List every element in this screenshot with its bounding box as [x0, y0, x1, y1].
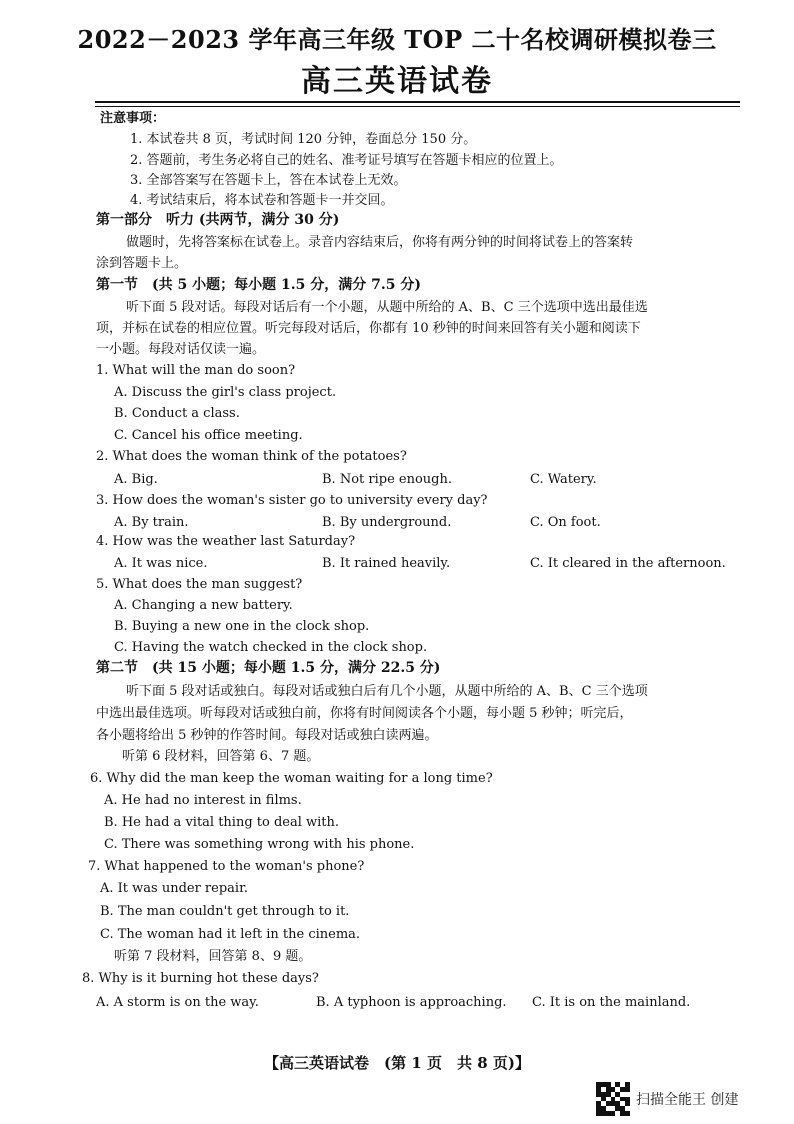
part1-heading: 第一部分 听力 (共两节，满分 30 分) [96, 212, 340, 228]
section1-intro: 一小题。每段对话仅读一遍。 [96, 342, 266, 357]
notice-item: 3. 全部答案写在答题卡上，答在本试卷上无效。 [130, 173, 407, 188]
qr-code-icon [596, 1082, 630, 1116]
section1-intro: 听下面 5 段对话。每段对话后有一个小题，从题中所给的 A、B、C 三个选项中选出最佳选 [126, 300, 648, 315]
scanner-label: 扫描全能王 创建 [636, 1092, 739, 1108]
part1-intro: 做题时，先将答案标在试卷上。录音内容结束后，你将有两分钟的时间将试卷上的答案转 [126, 235, 634, 250]
notice-item: 1. 本试卷共 8 页，考试时间 120 分钟，卷面总分 150 分。 [130, 132, 477, 147]
question-stem: 8. Why is it burning hot these days? [82, 971, 319, 986]
option: C. Cancel his office meeting. [114, 428, 303, 443]
exam-title: 2022－2023 学年高三年级 TOP 二十名校调研模拟卷三 [77, 25, 717, 54]
option: B. The man couldn't get through to it. [100, 904, 350, 919]
header-rule [95, 101, 740, 103]
section1-heading: 第一节 (共 5 小题；每小题 1.5 分，满分 7.5 分) [96, 277, 421, 293]
option: B. A typhoon is approaching. [316, 995, 507, 1010]
option: A. A storm is on the way. [96, 995, 259, 1010]
notice-heading: 注意事项： [100, 111, 166, 126]
option: C. Watery. [530, 472, 597, 487]
option: A. He had no interest in films. [104, 793, 302, 808]
material-note: 听第 6 段材料，回答第 6、7 题。 [122, 749, 320, 764]
question-stem: 5. What does the man suggest? [96, 577, 303, 592]
option: C. There was something wrong with his phone. [104, 837, 415, 852]
material-note: 听第 7 段材料，回答第 8、9 题。 [114, 949, 312, 964]
question-stem: 3. How does the woman's sister go to university every day? [96, 493, 488, 508]
header-rule-thin [95, 106, 740, 107]
exam-subtitle: 高三英语试卷 [301, 64, 493, 99]
option: B. Buying a new one in the clock shop. [114, 619, 370, 634]
option: A. Changing a new battery. [114, 598, 293, 613]
option: A. It was nice. [114, 556, 208, 571]
option: B. He had a vital thing to deal with. [104, 815, 340, 830]
section2-intro: 中选出最佳选项。听每段对话或独白前，你将有时间阅读各个小题，每小题 5 秒钟；听完后， [96, 706, 633, 721]
option: B. It rained heavily. [322, 556, 451, 571]
section2-heading: 第二节 (共 15 小题；每小题 1.5 分，满分 22.5 分) [96, 660, 441, 676]
notice-item: 4. 考试结束后，将本试卷和答题卡一并交回。 [130, 193, 394, 208]
option: C. On foot. [530, 515, 601, 530]
option: B. By underground. [322, 515, 452, 530]
section2-intro: 各小题将给出 5 秒钟的作答时间。每段对话或独白读两遍。 [96, 728, 438, 743]
question-stem: 1. What will the man do soon? [96, 363, 296, 378]
option: C. Having the watch checked in the clock shop. [114, 640, 428, 655]
option: B. Not ripe enough. [322, 472, 452, 487]
scanner-watermark [596, 1082, 738, 1116]
question-stem: 7. What happened to the woman's phone? [88, 859, 365, 874]
question-stem: 2. What does the woman think of the potatoes? [96, 449, 407, 464]
option: A. It was under repair. [100, 881, 248, 896]
option: C. It cleared in the afternoon. [530, 556, 726, 571]
part1-intro: 涂到答题卡上。 [96, 256, 188, 271]
option: B. Conduct a class. [114, 406, 240, 421]
section1-intro: 项，并标在试卷的相应位置。听完每段对话后，你都有 10 秒钟的时间来回答有关小题和阅读下 [96, 321, 641, 336]
question-stem: 4. How was the weather last Saturday? [96, 534, 356, 549]
section2-intro: 听下面 5 段对话或独白。每段对话或独白后有几个小题，从题中所给的 A、B、C 三个选项 [126, 684, 648, 699]
question-stem: 6. Why did the man keep the woman waiting for a long time? [90, 771, 493, 786]
option: A. By train. [114, 515, 189, 530]
option: A. Big. [114, 472, 158, 487]
page-footer: 【高三英语试卷 (第 1 页 共 8 页)】 [264, 1054, 530, 1072]
notice-item: 2. 答题前，考生务必将自己的姓名、准考证号填写在答题卡相应的位置上。 [130, 153, 563, 168]
option: A. Discuss the girl's class project. [114, 385, 337, 400]
option: C. The woman had it left in the cinema. [100, 927, 361, 942]
option: C. It is on the mainland. [532, 995, 691, 1010]
